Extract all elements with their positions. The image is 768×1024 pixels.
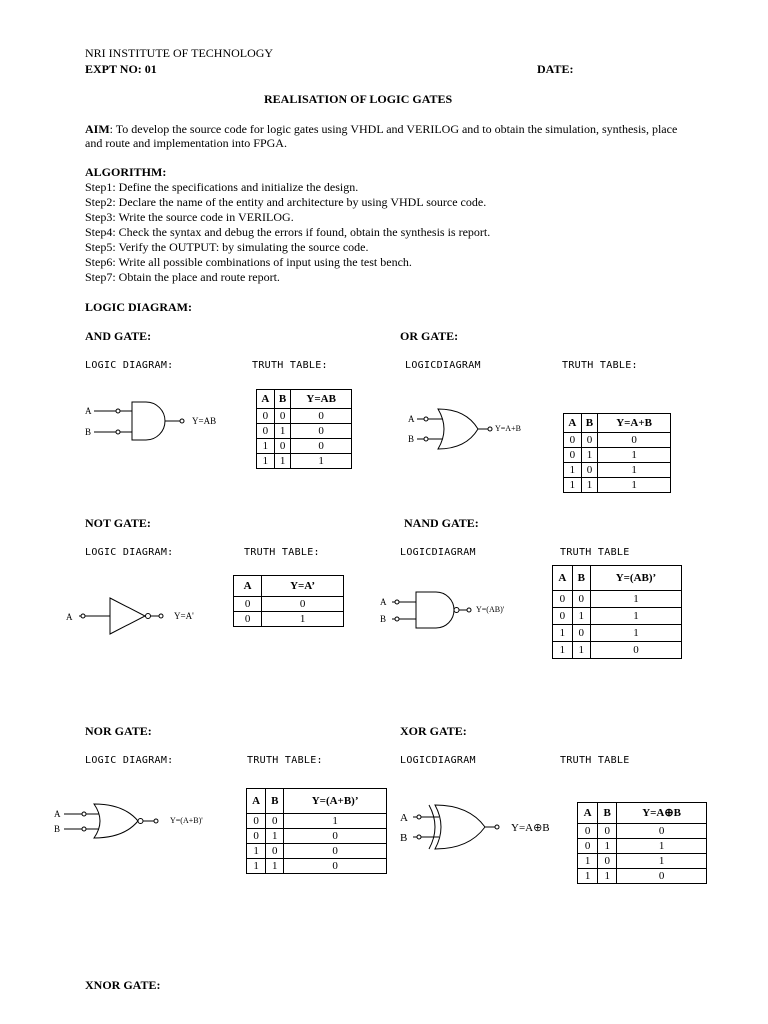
nand-input-a-label: A <box>380 597 387 607</box>
xor-gate-symbol <box>399 805 559 850</box>
table-row: 1 1 0 <box>578 869 707 884</box>
nand-gate-title: NAND GATE: <box>404 516 479 530</box>
or-output-label: Y=A+B <box>495 424 521 433</box>
table-row: 0 0 0 <box>257 409 352 424</box>
experiment-number: EXPT NO: 01 <box>85 62 157 76</box>
table-row: 0 0 1 <box>553 591 682 608</box>
nand-diagram-label: LOGICDIAGRAM <box>400 547 476 558</box>
xor-output-label: Y=A⊕B <box>511 822 550 834</box>
not-gate-symbol <box>66 596 236 636</box>
not-gate-title: NOT GATE: <box>85 516 151 530</box>
table-row: 0 1 1 <box>578 839 707 854</box>
and-input-a-label: A <box>85 406 92 416</box>
institute-name: NRI INSTITUTE OF TECHNOLOGY <box>85 46 274 60</box>
nor-table-label: TRUTH TABLE: <box>247 755 323 766</box>
and-gate-symbol <box>84 398 234 448</box>
aim-paragraph <box>85 122 685 150</box>
date-label: DATE: <box>537 62 574 76</box>
or-input-a-label: A <box>408 414 415 424</box>
algorithm-step: Step6: Write all possible combinations of input using the test bench. <box>85 255 412 269</box>
or-input-b-label: B <box>408 434 415 444</box>
table-row: 1 1 0 <box>247 859 387 874</box>
table-row: 1 0 0 <box>247 844 387 859</box>
algorithm-heading: ALGORITHM: <box>85 165 167 179</box>
table-row: 1 0 1 <box>578 854 707 869</box>
xor-input-b-label: B <box>400 832 408 844</box>
xor-input-a-label: A <box>400 812 408 824</box>
nand-table-label: TRUTH TABLE <box>560 547 630 558</box>
nand-output-label: Y=(AB)' <box>476 605 505 614</box>
nor-gate-symbol <box>54 804 234 844</box>
table-row: 0 0 1 <box>247 814 387 829</box>
nor-input-a-label: A <box>54 809 61 819</box>
and-output-label: Y=AB <box>192 416 217 426</box>
table-row: 0 1 0 <box>247 829 387 844</box>
or-gate-symbol <box>408 406 528 451</box>
or-diagram-label: LOGICDIAGRAM <box>405 360 481 371</box>
and-table-label: TRUTH TABLE: <box>252 360 328 371</box>
not-diagram-label: LOGIC DIAGRAM: <box>85 547 174 558</box>
algorithm-step: Step3: Write the source code in VERILOG. <box>85 210 294 224</box>
table-row: 1 0 1 <box>553 625 682 642</box>
table-row: 1 1 0 <box>553 642 682 659</box>
algorithm-step: Step7: Obtain the place and route report. <box>85 270 280 284</box>
nand-input-b-label: B <box>380 614 387 624</box>
or-gate-title: OR GATE: <box>400 329 459 343</box>
table-row: 1 0 1 <box>564 463 671 478</box>
aim-label: AIM <box>85 122 110 136</box>
algorithm-step: Step1: Define the specifications and initialize the design. <box>85 180 359 194</box>
xor-diagram-label: LOGICDIAGRAM <box>400 755 476 766</box>
and-truth-table <box>256 389 352 469</box>
xor-gate-title: XOR GATE: <box>400 724 467 738</box>
table-row: 0 1 0 <box>257 424 352 439</box>
table-row: 1 0 0 <box>257 439 352 454</box>
algorithm-step: Step5: Verify the OUTPUT: by simulating the source code. <box>85 240 369 254</box>
xor-table-label: TRUTH TABLE <box>560 755 630 766</box>
not-truth-table: A Y=A’ 0 0 0 1 <box>233 575 344 627</box>
and-input-b-label: B <box>85 427 92 437</box>
aim-text: : To develop the source code for logic gates using VHDL and VERILOG and to obtain the simulation, synthesis, place and route and implementation into FPGA. <box>85 122 678 150</box>
table-row: 1 1 1 <box>257 454 352 469</box>
algorithm-step: Step4: Check the syntax and debug the errors if found, obtain the synthesis is report. <box>85 225 491 239</box>
algorithm-step: Step2: Declare the name of the entity and architecture by using VHDL source code. <box>85 195 487 209</box>
logic-diagram-heading: LOGIC DIAGRAM: <box>85 300 192 314</box>
nor-diagram-label: LOGIC DIAGRAM: <box>85 755 174 766</box>
not-table-label: TRUTH TABLE: <box>244 547 320 558</box>
or-truth-table: A B Y=A+B 0 0 0 0 1 1 1 0 1 1 1 1 <box>563 413 671 493</box>
nor-input-b-label: B <box>54 824 61 834</box>
table-header: A <box>257 390 275 409</box>
table-row: 0 0 0 <box>578 824 707 839</box>
table-row: 0 1 1 <box>553 608 682 625</box>
table-header: B <box>274 390 291 409</box>
page-title: REALISATION OF LOGIC GATES <box>264 92 453 106</box>
table-row: 0 0 <box>234 597 344 612</box>
table-row: 0 1 <box>234 612 344 627</box>
xor-truth-table: A B Y=A⊕B 0 0 0 0 1 1 1 0 1 1 1 0 <box>577 802 707 884</box>
not-input-label: A <box>66 612 73 622</box>
table-row: 0 1 1 <box>564 448 671 463</box>
table-row: 1 1 1 <box>564 478 671 493</box>
and-diagram-label: LOGIC DIAGRAM: <box>85 360 174 371</box>
not-output-label: Y=A' <box>174 611 194 621</box>
nand-truth-table: A B Y=(AB)’ 0 0 1 0 1 1 1 0 1 1 1 0 <box>552 565 682 659</box>
nor-gate-title: NOR GATE: <box>85 724 152 738</box>
xnor-gate-title: XNOR GATE: <box>85 978 161 992</box>
table-row: 0 0 0 <box>564 433 671 448</box>
algorithm-steps <box>85 180 705 285</box>
or-table-label: TRUTH TABLE: <box>562 360 638 371</box>
and-gate-title: AND GATE: <box>85 329 152 343</box>
nand-gate-symbol <box>380 590 520 632</box>
table-header: Y=AB <box>291 390 352 409</box>
nor-output-label: Y=(A+B)' <box>170 816 203 825</box>
nor-truth-table: A B Y=(A+B)’ 0 0 1 0 1 0 1 0 0 1 1 0 <box>246 788 387 874</box>
